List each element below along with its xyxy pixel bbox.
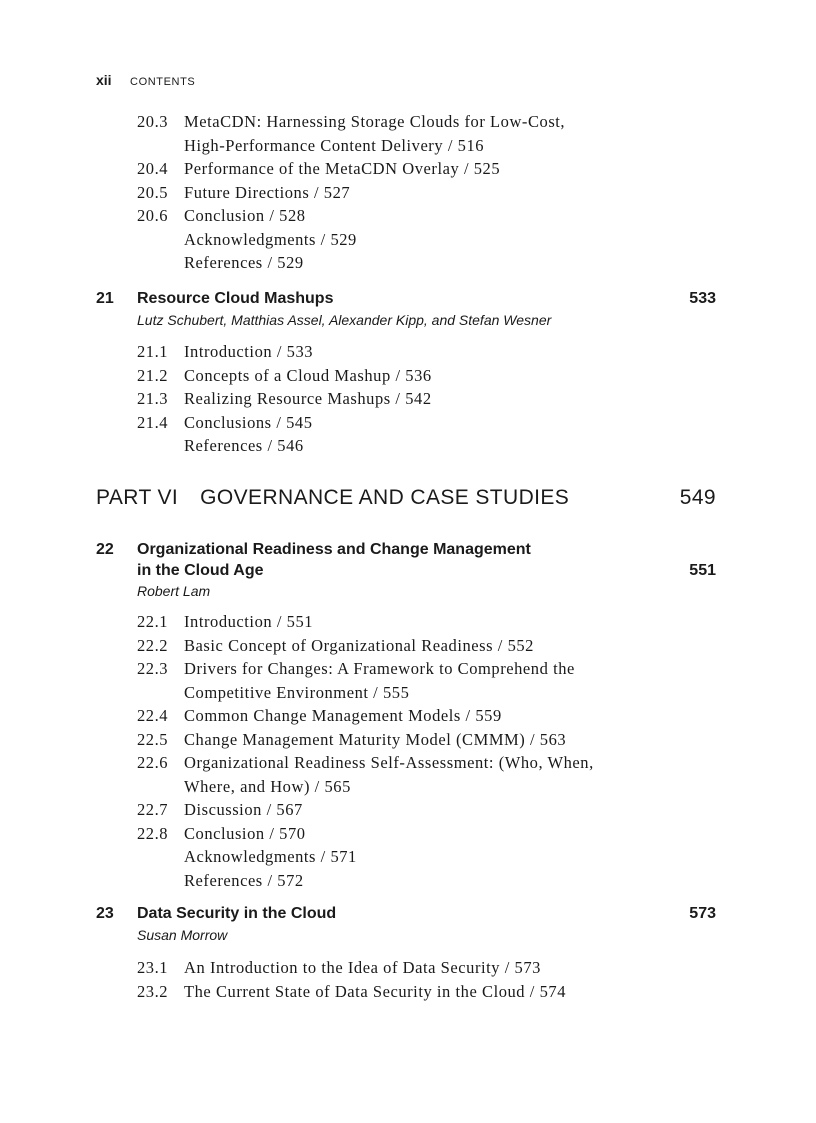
section-number: 21.3 [137,389,169,408]
chapter-21 [96,289,716,330]
chapter-23 [96,904,716,945]
section-number: 20.5 [137,182,169,202]
section-title: Change Management Maturity Model (CMMM) / 563 [184,729,567,749]
toc-entry[interactable] [137,980,566,1004]
toc-entry[interactable] [137,251,565,275]
section-number: 20.4 [137,159,169,178]
section-title-line: High-Performance Content Delivery / 516 [184,135,485,155]
section-number: 22.6 [137,753,169,772]
toc-entry[interactable] [137,181,565,205]
toc-entry[interactable] [137,845,594,869]
section-title: Performance of the MetaCDN Overlay / 525 [184,159,501,178]
chapter-title-line: Organizational Readiness and Change Management [137,541,531,558]
chapter-page: 573 [689,905,716,922]
toc-entry[interactable] [137,704,594,728]
toc-entry[interactable] [137,956,566,980]
chapter-page: 551 [689,561,716,579]
running-head-label: CONTENTS [130,76,196,88]
section-title: References / 572 [184,870,304,890]
chapter-authors: Susan Morrow [137,926,228,943]
section-title: Acknowledgments / 571 [184,847,357,866]
ch22-section-list [137,610,594,892]
chapter-title: Data Security in the Cloud [137,905,337,922]
section-title: Acknowledgments / 529 [184,229,357,249]
toc-entry[interactable] [137,869,594,893]
chapter-heading[interactable] [96,904,716,925]
toc-entry[interactable] [137,157,565,181]
section-title: Discussion / 567 [184,800,303,819]
section-number: 23.2 [137,981,169,1001]
section-title: Common Change Management Models / 559 [184,706,502,725]
chapter-authors: Robert Lam [137,583,211,599]
section-title-line: Where, and How) / 565 [184,776,351,796]
section-number: 22.2 [137,635,169,655]
section-number: 21.2 [137,365,169,385]
section-number: 20.3 [137,112,169,131]
toc-entry[interactable] [137,657,594,704]
toc-entry[interactable] [137,364,432,388]
section-title: Realizing Resource Mashups / 542 [184,389,432,408]
ch20-section-list [137,110,565,275]
section-title-line: MetaCDN: Harnessing Storage Clouds for Low-Cost, [184,112,566,131]
section-title: Introduction / 551 [184,612,314,631]
section-title-line: Drivers for Changes: A Framework to Comprehend the [184,659,575,678]
toc-entry[interactable] [137,110,565,157]
chapter-authors: Lutz Schubert, Matthias Assel, Alexander Kipp, and Stefan Wesner [137,311,552,328]
section-number: 23.1 [137,958,169,977]
toc-entry[interactable] [137,751,594,798]
section-title: References / 529 [184,253,304,272]
section-title: Conclusion / 570 [184,823,306,843]
section-title: Future Directions / 527 [184,182,351,202]
toc-entry[interactable] [137,204,565,228]
section-number: 22.8 [137,823,169,843]
part-title: GOVERNANCE AND CASE STUDIES [200,486,570,509]
toc-entry[interactable] [137,411,432,435]
toc-entry[interactable] [137,340,432,364]
section-title: Conclusions / 545 [184,412,313,432]
section-title: Conclusion / 528 [184,206,306,225]
page-number: xii [96,72,112,88]
chapter-22 [96,540,716,601]
chapter-title: Resource Cloud Mashups [137,290,334,307]
section-title: Basic Concept of Organizational Readiness / 552 [184,635,534,655]
ch21-section-list [137,340,432,458]
toc-entry[interactable] [137,798,594,822]
toc-entry[interactable] [137,434,432,458]
toc-entry[interactable] [137,634,594,658]
section-number: 22.5 [137,729,169,749]
part-page: 549 [679,486,716,509]
section-title-line: Organizational Readiness Self-Assessment: (Who, When, [184,753,594,772]
chapter-number: 23 [96,905,114,922]
chapter-heading[interactable] [96,289,716,310]
section-number: 20.6 [137,206,169,225]
section-number: 21.4 [137,412,169,432]
section-title: Introduction / 533 [184,342,314,361]
chapter-number: 22 [96,541,114,558]
section-number: 22.1 [137,612,169,631]
toc-entry[interactable] [137,610,594,634]
section-number: 22.7 [137,800,169,819]
chapter-page: 533 [689,290,716,307]
part-label: PART VI [96,486,179,509]
chapter-heading[interactable] [96,540,716,581]
ch23-section-list [137,956,566,1003]
running-head [96,72,195,90]
chapter-number: 21 [96,290,114,307]
section-title: The Current State of Data Security in the Cloud / 574 [184,981,566,1001]
chapter-title-line: in the Cloud Age [137,561,264,579]
toc-entry[interactable] [137,387,432,411]
section-title: Concepts of a Cloud Mashup / 536 [184,365,432,385]
section-title: An Introduction to the Idea of Data Security / 573 [184,958,541,977]
section-title: References / 546 [184,436,304,455]
toc-entry[interactable] [137,822,594,846]
section-title-line: Competitive Environment / 555 [184,682,410,702]
section-number: 22.4 [137,706,169,725]
toc-entry[interactable] [137,728,594,752]
section-number: 21.1 [137,342,169,361]
section-number: 22.3 [137,659,169,678]
toc-entry[interactable] [137,228,565,252]
part-heading[interactable] [96,486,716,510]
